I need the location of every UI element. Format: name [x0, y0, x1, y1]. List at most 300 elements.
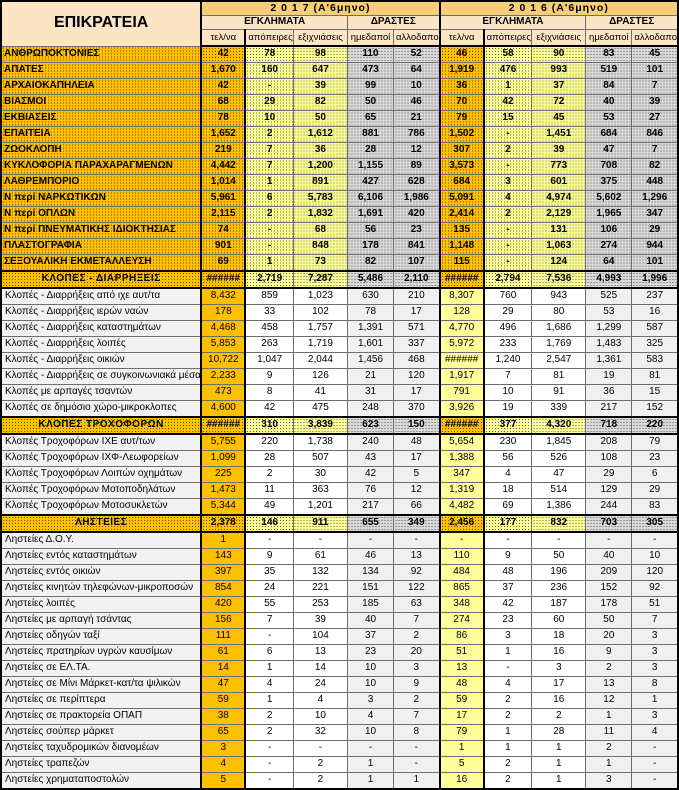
attempts-2016: 9: [484, 549, 532, 565]
nationals-2017: 40: [347, 613, 393, 629]
solved-2016: 131: [532, 223, 586, 239]
solved-2016: 1,386: [532, 499, 586, 516]
attempts-2017: 8: [245, 385, 293, 401]
nationals-2016: 703: [586, 515, 632, 532]
committed-2016: 1,148: [440, 239, 484, 255]
attempts-2017: -: [245, 757, 293, 773]
solved-2017: 41: [293, 385, 347, 401]
committed-2016: 4,770: [440, 321, 484, 337]
nationals-2016: 519: [586, 63, 632, 79]
solved-2016: 39: [532, 143, 586, 159]
solved-2017: 1,832: [293, 207, 347, 223]
committed-2016: 307: [440, 143, 484, 159]
foreigners-2017: 12: [394, 483, 440, 499]
foreigners-2016: 583: [632, 353, 678, 369]
committed-2016: ######: [440, 353, 484, 369]
attempts-2017: -: [245, 629, 293, 645]
table-title: ΕΠΙΚΡΑΤΕΙΑ: [1, 1, 201, 46]
foreigners-2017: 92: [394, 565, 440, 581]
row-label: ΚΛΟΠΕΣ - ΔΙΑΡΡΗΞΕΙΣ: [1, 271, 201, 288]
nationals-2016: 129: [586, 483, 632, 499]
foreigners-2016: 3: [632, 645, 678, 661]
foreigners-2016: 7: [632, 143, 678, 159]
solved-2016: 1,451: [532, 127, 586, 143]
solved-2017: 61: [293, 549, 347, 565]
foreigners-2016: 448: [632, 175, 678, 191]
nationals-2017: 43: [347, 451, 393, 467]
table-row: [1, 255, 678, 272]
table-row: [1, 95, 678, 111]
row-label: ΒΙΑΣΜΟΙ: [1, 95, 201, 111]
foreigners-2016: 81: [632, 369, 678, 385]
table-row: [1, 693, 678, 709]
attempts-2017: 7: [245, 143, 293, 159]
table-row: [1, 499, 678, 516]
foreigners-2017: 63: [394, 597, 440, 613]
committed-2017: 78: [201, 111, 245, 127]
nationals-2016: 36: [586, 385, 632, 401]
nationals-2017: 473: [347, 63, 393, 79]
foreigners-2017: 107: [394, 255, 440, 272]
solved-2017: 2,044: [293, 353, 347, 369]
attempts-2016: 19: [484, 401, 532, 418]
attempts-2017: 2: [245, 127, 293, 143]
attempts-2016: 37: [484, 581, 532, 597]
foreigners-2017: 468: [394, 353, 440, 369]
solved-2017: 3,839: [293, 417, 347, 434]
nationals-2017: 151: [347, 581, 393, 597]
nationals-2017: 1,456: [347, 353, 393, 369]
nationals-2017: 42: [347, 467, 393, 483]
foreigners-2016: 6: [632, 467, 678, 483]
attempts-2017: -: [245, 239, 293, 255]
attempts-2017: 35: [245, 565, 293, 581]
attempts-2016: -: [484, 159, 532, 175]
solved-2017: 4: [293, 693, 347, 709]
solved-2016: 2: [532, 709, 586, 725]
foreigners-2017: 66: [394, 499, 440, 516]
nationals-2017: 37: [347, 629, 393, 645]
nationals-2016: 47: [586, 143, 632, 159]
attempts-2016: 23: [484, 613, 532, 629]
committed-2016: 274: [440, 613, 484, 629]
attempts-2016: 233: [484, 337, 532, 353]
nationals-2016: 64: [586, 255, 632, 272]
table-row: [1, 757, 678, 773]
committed-2016: 2,414: [440, 207, 484, 223]
committed-2017: 4,600: [201, 401, 245, 418]
committed-2017: 5,961: [201, 191, 245, 207]
nationals-2016: 83: [586, 46, 632, 63]
solved-2017: 50: [293, 111, 347, 127]
nationals-2016: 12: [586, 693, 632, 709]
attempts-2017: 28: [245, 451, 293, 467]
committed-2016: 5,091: [440, 191, 484, 207]
table-row: [1, 613, 678, 629]
committed-2016: 79: [440, 725, 484, 741]
nationals-2016: 29: [586, 467, 632, 483]
nationals-2016: 50: [586, 613, 632, 629]
row-label: Ληστείες σε περίπτερα: [1, 693, 201, 709]
table-row: [1, 79, 678, 95]
committed-2016: 110: [440, 549, 484, 565]
foreigners-2016: 27: [632, 111, 678, 127]
table-row: [1, 661, 678, 677]
solved-2017: 1,738: [293, 434, 347, 451]
foreigners-2016: -: [632, 773, 678, 790]
attempts-2017: 9: [245, 549, 293, 565]
nationals-2017: 23: [347, 645, 393, 661]
attempts-2017: 29: [245, 95, 293, 111]
nationals-2016: 217: [586, 401, 632, 418]
solved-2017: 7,287: [293, 271, 347, 288]
table-row: [1, 741, 678, 757]
committed-2017: 1: [201, 532, 245, 549]
foreigners-2017: 2: [394, 693, 440, 709]
foreigners-2016: -: [632, 741, 678, 757]
attempts-2017: 10: [245, 111, 293, 127]
nationals-2017: 1,601: [347, 337, 393, 353]
attempts-2016: 1: [484, 741, 532, 757]
attempts-2016: 69: [484, 499, 532, 516]
table-row: [1, 581, 678, 597]
solved-2017: 5,783: [293, 191, 347, 207]
table-body: [1, 46, 678, 789]
nationals-2017: 623: [347, 417, 393, 434]
nationals-2016: 718: [586, 417, 632, 434]
row-label: Ληστείες με αρπαγή τσάντας: [1, 613, 201, 629]
committed-2017: 1,670: [201, 63, 245, 79]
table-row: [1, 532, 678, 549]
foreigners-2016: -: [632, 532, 678, 549]
attempts-2016: 58: [484, 46, 532, 63]
attempts-2016: 3: [484, 629, 532, 645]
committed-2016: 70: [440, 95, 484, 111]
crimes-2017-header: ΕΓΚΛΗΜΑΤΑ: [201, 16, 347, 30]
solved-2016: 601: [532, 175, 586, 191]
foreigners-2016: 15: [632, 385, 678, 401]
foreigners-2016: 23: [632, 451, 678, 467]
nationals-2016: 108: [586, 451, 632, 467]
nationals-2017: 1: [347, 757, 393, 773]
attempts-2017: 6: [245, 645, 293, 661]
table-row: [1, 467, 678, 483]
committed-2016: 1,919: [440, 63, 484, 79]
foreigners-2017: -: [394, 532, 440, 549]
committed-2016: 1: [440, 741, 484, 757]
committed-2017: 5,344: [201, 499, 245, 516]
table-row: [1, 597, 678, 613]
attempts-2016: 476: [484, 63, 532, 79]
solved-2017: 82: [293, 95, 347, 111]
attempts-2016: 7: [484, 369, 532, 385]
solved-2016: 1,063: [532, 239, 586, 255]
foreigners-2016: 16: [632, 305, 678, 321]
attempts-2016: 496: [484, 321, 532, 337]
row-label: ΛΑΘΡΕΜΠΟΡΙΟ: [1, 175, 201, 191]
committed-2016: 1,502: [440, 127, 484, 143]
foreigners-2017: 46: [394, 95, 440, 111]
row-label: Ν περί ΠΝΕΥΜΑΤΙΚΗΣ ΙΔΙΟΚΤΗΣΙΑΣ: [1, 223, 201, 239]
solved-2017: 848: [293, 239, 347, 255]
row-label: Κλοπές Τροχοφόρων Μοτοσυκλετών: [1, 499, 201, 516]
nationals-2017: 3: [347, 693, 393, 709]
table-row: [1, 337, 678, 353]
nationals-2016: 2: [586, 661, 632, 677]
solved-2017: 253: [293, 597, 347, 613]
foreigners-2017: 8: [394, 725, 440, 741]
nationals-2016: 1: [586, 757, 632, 773]
attempts-2016: 2: [484, 693, 532, 709]
solved-2017: 36: [293, 143, 347, 159]
committed-2016: 348: [440, 597, 484, 613]
table-row: [1, 369, 678, 385]
attempts-2016: 3: [484, 175, 532, 191]
crimes-2016-header: ΕΓΚΛΗΜΑΤΑ: [440, 16, 586, 30]
nationals-2017: 28: [347, 143, 393, 159]
solved-2016: 196: [532, 565, 586, 581]
foreigners-2016: 237: [632, 288, 678, 305]
nationals-2017: 6,106: [347, 191, 393, 207]
committed-2017: 42: [201, 46, 245, 63]
committed-2016: 5,972: [440, 337, 484, 353]
foreigners-2016: 347: [632, 207, 678, 223]
foreigners-2016: 8: [632, 677, 678, 693]
col-committed-2017: τελ/να: [201, 30, 245, 47]
committed-2017: 219: [201, 143, 245, 159]
foreigners-2017: 571: [394, 321, 440, 337]
row-label: Ληστείες σε ΕΛ.ΤΑ.: [1, 661, 201, 677]
attempts-2017: 2: [245, 709, 293, 725]
foreigners-2016: 325: [632, 337, 678, 353]
row-label: ΕΚΒΙΑΣΕΙΣ: [1, 111, 201, 127]
foreigners-2017: -: [394, 757, 440, 773]
committed-2016: 16: [440, 773, 484, 790]
solved-2017: -: [293, 741, 347, 757]
foreigners-2017: 20: [394, 645, 440, 661]
attempts-2016: 377: [484, 417, 532, 434]
attempts-2017: 42: [245, 401, 293, 418]
table-row: [1, 385, 678, 401]
table-row: [1, 709, 678, 725]
committed-2017: 5: [201, 773, 245, 790]
committed-2017: 8,432: [201, 288, 245, 305]
attempts-2016: 48: [484, 565, 532, 581]
attempts-2016: 29: [484, 305, 532, 321]
table-row: [1, 773, 678, 790]
foreigners-2017: 89: [394, 159, 440, 175]
solved-2017: 1,023: [293, 288, 347, 305]
solved-2017: 39: [293, 79, 347, 95]
committed-2017: 1,473: [201, 483, 245, 499]
committed-2016: 5,654: [440, 434, 484, 451]
committed-2016: 86: [440, 629, 484, 645]
solved-2016: 2,547: [532, 353, 586, 369]
attempts-2016: 1: [484, 79, 532, 95]
nationals-2016: 40: [586, 95, 632, 111]
committed-2017: 5,853: [201, 337, 245, 353]
foreigners-2017: 17: [394, 385, 440, 401]
committed-2016: 684: [440, 175, 484, 191]
col-nationals-2017: ημεδαποί: [347, 30, 393, 47]
foreigners-2017: 3: [394, 661, 440, 677]
foreigners-2017: 7: [394, 709, 440, 725]
nationals-2016: 11: [586, 725, 632, 741]
nationals-2017: 110: [347, 46, 393, 63]
committed-2017: 59: [201, 693, 245, 709]
table-row: [1, 645, 678, 661]
solved-2017: 221: [293, 581, 347, 597]
committed-2017: 2,115: [201, 207, 245, 223]
committed-2017: 2,378: [201, 515, 245, 532]
committed-2017: 47: [201, 677, 245, 693]
solved-2016: 18: [532, 629, 586, 645]
nationals-2017: 5,486: [347, 271, 393, 288]
nationals-2017: 655: [347, 515, 393, 532]
row-label: Ληστείες εντός οικιών: [1, 565, 201, 581]
foreigners-2017: 122: [394, 581, 440, 597]
table-row: [1, 451, 678, 467]
attempts-2016: 2: [484, 757, 532, 773]
year-header-row: [1, 1, 678, 16]
col-foreigners-2016: αλλοδαποί: [632, 30, 678, 47]
attempts-2017: 9: [245, 369, 293, 385]
foreigners-2016: 152: [632, 401, 678, 418]
solved-2017: 475: [293, 401, 347, 418]
attempts-2017: 78: [245, 46, 293, 63]
offenders-2017-header: ΔΡΑΣΤΕΣ: [347, 16, 439, 30]
solved-2016: 514: [532, 483, 586, 499]
committed-2016: 13: [440, 661, 484, 677]
nationals-2016: 375: [586, 175, 632, 191]
attempts-2017: -: [245, 773, 293, 790]
committed-2017: 14: [201, 661, 245, 677]
foreigners-2017: 52: [394, 46, 440, 63]
nationals-2016: 84: [586, 79, 632, 95]
committed-2016: 1,388: [440, 451, 484, 467]
foreigners-2016: 944: [632, 239, 678, 255]
table-row: [1, 175, 678, 191]
committed-2017: 4: [201, 757, 245, 773]
foreigners-2017: 1: [394, 773, 440, 790]
foreigners-2017: 21: [394, 111, 440, 127]
col-attempts-2016: απόπειρες: [484, 30, 532, 47]
row-label: ΚΥΚΛΟΦΟΡΙΑ ΠΑΡΑΧΑΡΑΓΜΕΝΩΝ: [1, 159, 201, 175]
solved-2016: 81: [532, 369, 586, 385]
attempts-2017: 2: [245, 467, 293, 483]
foreigners-2016: 1,296: [632, 191, 678, 207]
solved-2016: 1: [532, 757, 586, 773]
attempts-2016: 2: [484, 143, 532, 159]
nationals-2016: 106: [586, 223, 632, 239]
nationals-2017: 1,155: [347, 159, 393, 175]
solved-2017: 13: [293, 645, 347, 661]
nationals-2017: 217: [347, 499, 393, 516]
attempts-2017: 7: [245, 159, 293, 175]
row-label: Κλοπές Τροχοφόρων ΙΧΕ αυτ/των: [1, 434, 201, 451]
attempts-2017: 1: [245, 693, 293, 709]
foreigners-2017: 2,110: [394, 271, 440, 288]
row-label: Ληστείες λοιπές: [1, 597, 201, 613]
nationals-2016: 1,299: [586, 321, 632, 337]
committed-2017: 1,014: [201, 175, 245, 191]
table-row: [1, 401, 678, 418]
foreigners-2017: 17: [394, 305, 440, 321]
committed-2017: 473: [201, 385, 245, 401]
attempts-2016: 2,794: [484, 271, 532, 288]
nationals-2016: 274: [586, 239, 632, 255]
committed-2017: 156: [201, 613, 245, 629]
foreigners-2017: 7: [394, 613, 440, 629]
attempts-2017: 146: [245, 515, 293, 532]
committed-2016: 1,917: [440, 369, 484, 385]
committed-2017: 397: [201, 565, 245, 581]
foreigners-2016: 101: [632, 63, 678, 79]
solved-2017: 2: [293, 773, 347, 790]
committed-2017: 4,442: [201, 159, 245, 175]
solved-2016: 37: [532, 79, 586, 95]
row-label: Ληστείες οδηγών ταξί: [1, 629, 201, 645]
committed-2016: 865: [440, 581, 484, 597]
row-label: Ληστείες πρατηρίων υγρών καυσίμων: [1, 645, 201, 661]
foreigners-2016: 846: [632, 127, 678, 143]
attempts-2017: 24: [245, 581, 293, 597]
foreigners-2017: 349: [394, 515, 440, 532]
solved-2016: 1,769: [532, 337, 586, 353]
committed-2017: 10,722: [201, 353, 245, 369]
row-label: Ληστείες σούπερ μάρκετ: [1, 725, 201, 741]
foreigners-2016: 7: [632, 613, 678, 629]
foreigners-2016: 92: [632, 581, 678, 597]
nationals-2016: 684: [586, 127, 632, 143]
nationals-2017: 1: [347, 773, 393, 790]
committed-2016: 3,573: [440, 159, 484, 175]
col-solved-2016: εξιχνιάσεις: [532, 30, 586, 47]
foreigners-2016: 45: [632, 46, 678, 63]
nationals-2016: 1,483: [586, 337, 632, 353]
year-2016-header: 2 0 1 6 (Α'6μηνο): [440, 1, 678, 16]
solved-2016: 90: [532, 46, 586, 63]
committed-2017: 2,233: [201, 369, 245, 385]
foreigners-2016: 101: [632, 255, 678, 272]
solved-2017: 1,612: [293, 127, 347, 143]
row-label: ΖΩΟΚΛΟΠΗ: [1, 143, 201, 159]
attempts-2016: -: [484, 127, 532, 143]
foreigners-2016: 120: [632, 565, 678, 581]
foreigners-2016: 587: [632, 321, 678, 337]
solved-2016: 4,974: [532, 191, 586, 207]
committed-2016: 46: [440, 46, 484, 63]
table-row: [1, 207, 678, 223]
committed-2016: 48: [440, 677, 484, 693]
solved-2017: 363: [293, 483, 347, 499]
nationals-2016: 5,602: [586, 191, 632, 207]
solved-2016: 1,686: [532, 321, 586, 337]
attempts-2017: 49: [245, 499, 293, 516]
attempts-2017: 33: [245, 305, 293, 321]
nationals-2017: 78: [347, 305, 393, 321]
row-label: Κλοπές σε δημόσιο χώρο-μικροκλοπες: [1, 401, 201, 418]
committed-2016: ######: [440, 271, 484, 288]
solved-2016: 45: [532, 111, 586, 127]
solved-2017: 32: [293, 725, 347, 741]
foreigners-2017: 420: [394, 207, 440, 223]
row-label: Κλοπές - Διαρρήξεις ιερών ναών: [1, 305, 201, 321]
row-label: Κλοπές Τροχοφόρων Μοτοποδηλάτων: [1, 483, 201, 499]
solved-2016: 993: [532, 63, 586, 79]
committed-2017: 178: [201, 305, 245, 321]
committed-2017: 68: [201, 95, 245, 111]
